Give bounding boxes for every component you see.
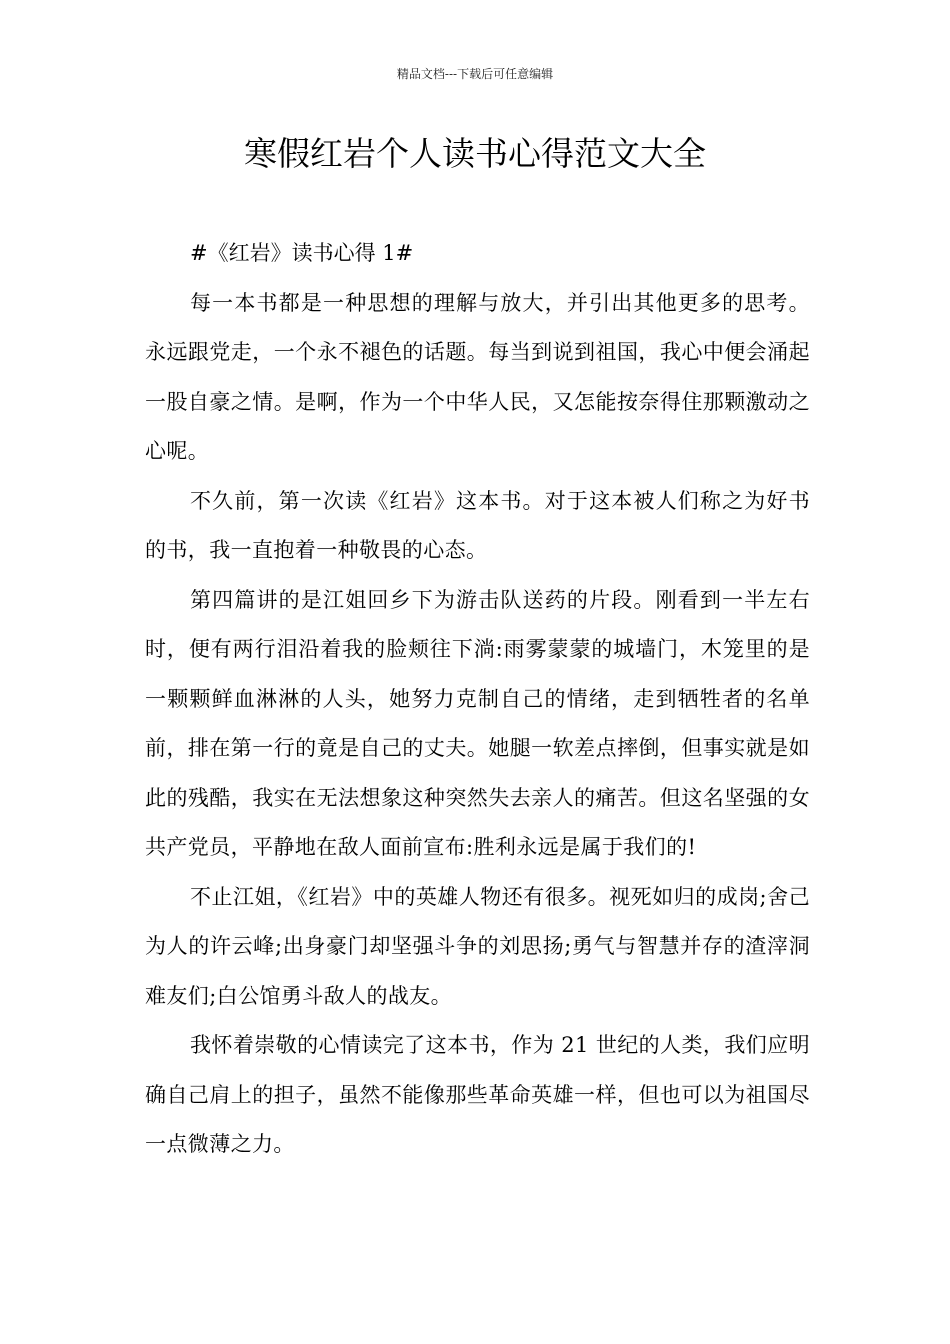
paragraph-3: 第四篇讲的是江姐回乡下为游击队送药的片段。刚看到一半左右时，便有两行泪沿着我的脸颊往下淌:雨雾蒙蒙的城墙门，木笼里的是一颗颗鲜血淋淋的人头，她努力克制自己的情绪，走到牺牲者的名单前，排在第一行的竟是自己的丈夫。她腿一软差点摔倒，但事实就是如此的残酷，我实在无法想象这种突然失去亲人的痛苦。但这名坚强的女共产党员，平静地在敌人面前宣布:胜利永远是属于我们的! (145, 587, 810, 859)
paragraph-1: 每一本书都是一种思想的理解与放大，并引出其他更多的思考。永远跟党走，一个永不褪色的话题。每当到说到祖国，我心中便会涌起一股自豪之情。是啊，作为一个中华人民，又怎能按奈得住那颗激动之心呢。 (145, 290, 810, 463)
paragraph-2: 不久前，第一次读《红岩》这本书。对于这本被人们称之为好书的书，我一直抱着一种敬畏的心态。 (145, 488, 810, 562)
paragraph-5: 我怀着崇敬的心情读完了这本书，作为 21 世纪的人类，我们应明确自己肩上的担子，虽然不能像那些革命英雄一样，但也可以为祖国尽一点微薄之力。 (145, 1033, 810, 1156)
paragraph-4: 不止江姐，《红岩》中的英雄人物还有很多。视死如归的成岗;舍己为人的许云峰;出身豪门却坚强斗争的刘思扬;勇气与智慧并存的渣滓洞难友们;白公馆勇斗敌人的战友。 (145, 884, 810, 1008)
document-title: 寒假红岩个人读书心得范文大全 (244, 134, 706, 173)
document-body (145, 229, 810, 1170)
section-heading: #《红岩》读书心得 1# (190, 241, 414, 265)
header-note: 精品文档---下载后可任意编辑 (396, 67, 554, 81)
